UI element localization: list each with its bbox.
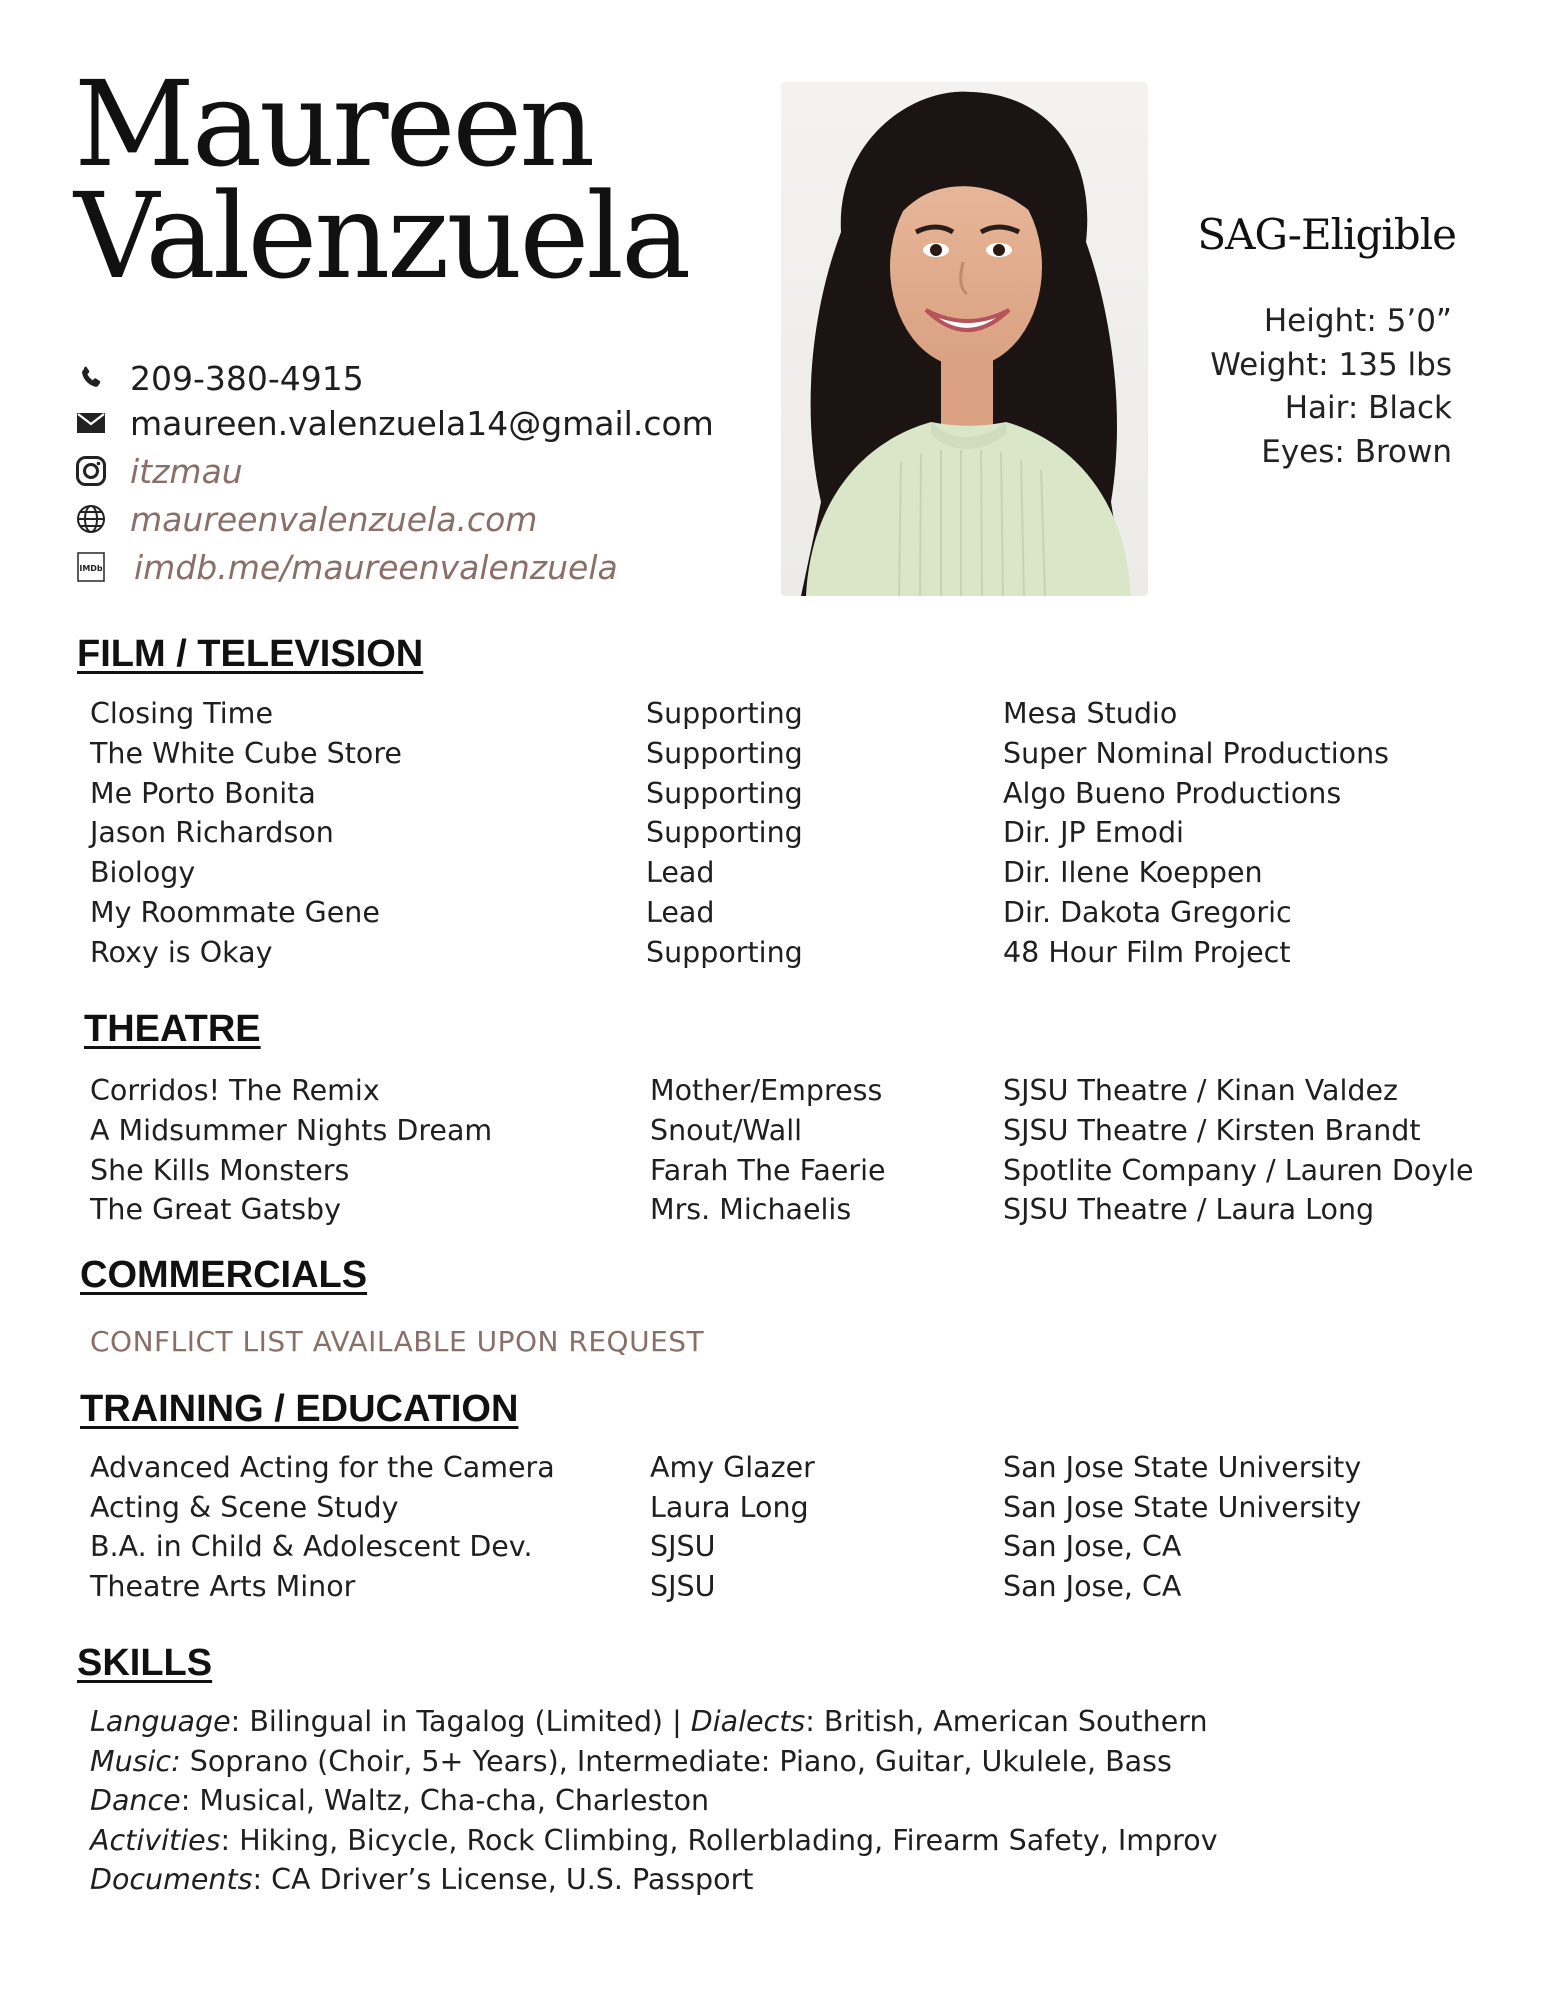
credit-company: Algo Bueno Productions (1003, 777, 1342, 810)
contact-website[interactable] (74, 499, 537, 539)
contact-phone[interactable] (74, 358, 364, 398)
credit-role: Mrs. Michaelis (650, 1193, 852, 1226)
training-instructor: Laura Long (650, 1491, 809, 1524)
credit-project: The White Cube Store (90, 737, 402, 770)
credit-company: Dir. JP Emodi (1003, 816, 1184, 849)
credit-role: Lead (646, 896, 715, 929)
stat-eyes: Eyes: Brown (1261, 433, 1452, 470)
training-row (0, 1491, 1460, 1531)
website-link[interactable]: maureenvalenzuela.com (130, 499, 538, 539)
svg-text:IMDb: IMDb (79, 564, 103, 573)
training-school: San Jose State University (1003, 1491, 1362, 1524)
skill-value: : CA Driver’s License, U.S. Passport (252, 1863, 754, 1896)
phone-number: 209-380-4915 (130, 358, 364, 398)
credit-role: Supporting (646, 816, 803, 849)
email-address: maureen.valenzuela14@gmail.com (130, 403, 714, 443)
skill-value: : Musical, Waltz, Cha-cha, Charleston (180, 1784, 710, 1817)
credit-row (0, 856, 1460, 896)
credit-role: Supporting (646, 936, 803, 969)
training-course: Acting & Scene Study (90, 1491, 399, 1524)
credit-role: Mother/Empress (650, 1074, 883, 1107)
training-instructor: SJSU (650, 1530, 716, 1563)
credit-company: Spotlite Company / Lauren Doyle (1003, 1154, 1474, 1187)
section-title-theatre: THEATRE (84, 1008, 261, 1050)
skill-activities (90, 1824, 1218, 1857)
contact-instagram[interactable] (74, 451, 243, 491)
skill-music (90, 1745, 1172, 1778)
credit-row (0, 1074, 1460, 1114)
skill-language (90, 1705, 1208, 1738)
skill-label: Dance (90, 1784, 181, 1817)
credit-project: Closing Time (90, 697, 273, 730)
skill-label: Language (90, 1705, 231, 1738)
imdb-link[interactable]: imdb.me/maureenvalenzuela (134, 547, 618, 587)
credit-project: Biology (90, 856, 196, 889)
email-icon (74, 406, 108, 440)
stat-height: Height: 5’0” (1263, 303, 1452, 339)
credit-row (0, 777, 1460, 817)
globe-icon (74, 502, 108, 536)
credit-company: SJSU Theatre / Laura Long (1003, 1193, 1375, 1226)
credit-project: A Midsummer Nights Dream (90, 1114, 493, 1147)
skill-label: Documents (90, 1863, 253, 1896)
training-row (0, 1570, 1460, 1610)
stat-weight: Weight: 135 lbs (1210, 346, 1452, 383)
credit-company: 48 Hour Film Project (1003, 936, 1291, 969)
skill-value: : Hiking, Bicycle, Rock Climbing, Rollerblading, Firearm Safety, Improv (220, 1824, 1218, 1857)
imdb-icon (74, 550, 108, 584)
training-school: San Jose, CA (1003, 1570, 1182, 1603)
training-course: Advanced Acting for the Camera (90, 1451, 555, 1484)
credit-project: The Great Gatsby (90, 1193, 342, 1226)
credit-row (0, 1154, 1474, 1194)
phone-icon (74, 361, 108, 395)
union-status: SAG-Eligible (1197, 210, 1456, 259)
skill-label: Dialects (690, 1705, 806, 1738)
skill-documents (90, 1863, 753, 1896)
credit-project: Me Porto Bonita (90, 777, 316, 810)
skill-dance (90, 1784, 709, 1817)
section-title-commercials: COMMERCIALS (80, 1254, 368, 1296)
section-title-training: TRAINING / EDUCATION (80, 1388, 519, 1430)
credit-role: Snout/Wall (650, 1114, 803, 1147)
skill-value: : Bilingual in Tagalog (Limited) | (230, 1705, 691, 1738)
credit-project: Corridos! The Remix (90, 1074, 380, 1107)
training-school: San Jose, CA (1003, 1530, 1182, 1563)
instagram-icon (74, 454, 108, 488)
credit-row (0, 816, 1460, 856)
credit-row (0, 737, 1460, 777)
credit-role: Farah The Faerie (650, 1154, 886, 1187)
credit-role: Supporting (646, 737, 803, 770)
physical-stats (1160, 300, 1452, 474)
commercials-note: CONFLICT LIST AVAILABLE UPON REQUEST (90, 1325, 705, 1358)
training-course: B.A. in Child & Adolescent Dev. (90, 1530, 533, 1563)
credit-company: Mesa Studio (1003, 697, 1178, 730)
first-name: Maureen (74, 55, 593, 193)
credit-company: Dir. Ilene Koeppen (1003, 856, 1263, 889)
headshot-photo (781, 82, 1148, 596)
credit-company: SJSU Theatre / Kirsten Brandt (1003, 1114, 1421, 1147)
credit-row (0, 1193, 1460, 1233)
training-instructor: Amy Glazer (650, 1451, 815, 1484)
credit-row (0, 936, 1460, 976)
training-row (0, 1530, 1460, 1570)
credit-role: Supporting (646, 697, 803, 730)
training-row (0, 1451, 1460, 1491)
credit-company: SJSU Theatre / Kinan Valdez (1003, 1074, 1399, 1107)
section-title-film-tv: FILM / TELEVISION (77, 633, 424, 675)
credit-company: Dir. Dakota Gregoric (1003, 896, 1292, 929)
training-instructor: SJSU (650, 1570, 716, 1603)
last-name: Valenzuela (74, 167, 689, 305)
contact-imdb[interactable] (74, 547, 618, 587)
credit-project: Roxy is Okay (90, 936, 273, 969)
credit-project: Jason Richardson (90, 816, 334, 849)
stat-hair: Hair: Black (1284, 390, 1452, 426)
training-school: San Jose State University (1003, 1451, 1362, 1484)
instagram-handle[interactable]: itzmau (130, 451, 243, 491)
credit-project: She Kills Monsters (90, 1154, 350, 1187)
training-course: Theatre Arts Minor (90, 1570, 356, 1603)
credit-company: Super Nominal Productions (1003, 737, 1389, 770)
skill-label: Activities (90, 1824, 221, 1857)
skill-label: Music: (90, 1745, 181, 1778)
skill-value: : British, American Southern (805, 1705, 1208, 1738)
credit-row (0, 1114, 1460, 1154)
credit-role: Lead (646, 856, 715, 889)
contact-email[interactable] (74, 403, 714, 443)
section-title-skills: SKILLS (77, 1642, 213, 1684)
skill-value: Soprano (Choir, 5+ Years), Intermediate: Piano, Guitar, Ukulele, Bass (180, 1745, 1172, 1778)
credit-project: My Roommate Gene (90, 896, 380, 929)
actor-name (74, 55, 774, 305)
credit-role: Supporting (646, 777, 803, 810)
credit-row (0, 697, 1460, 737)
credit-row (0, 896, 1460, 936)
